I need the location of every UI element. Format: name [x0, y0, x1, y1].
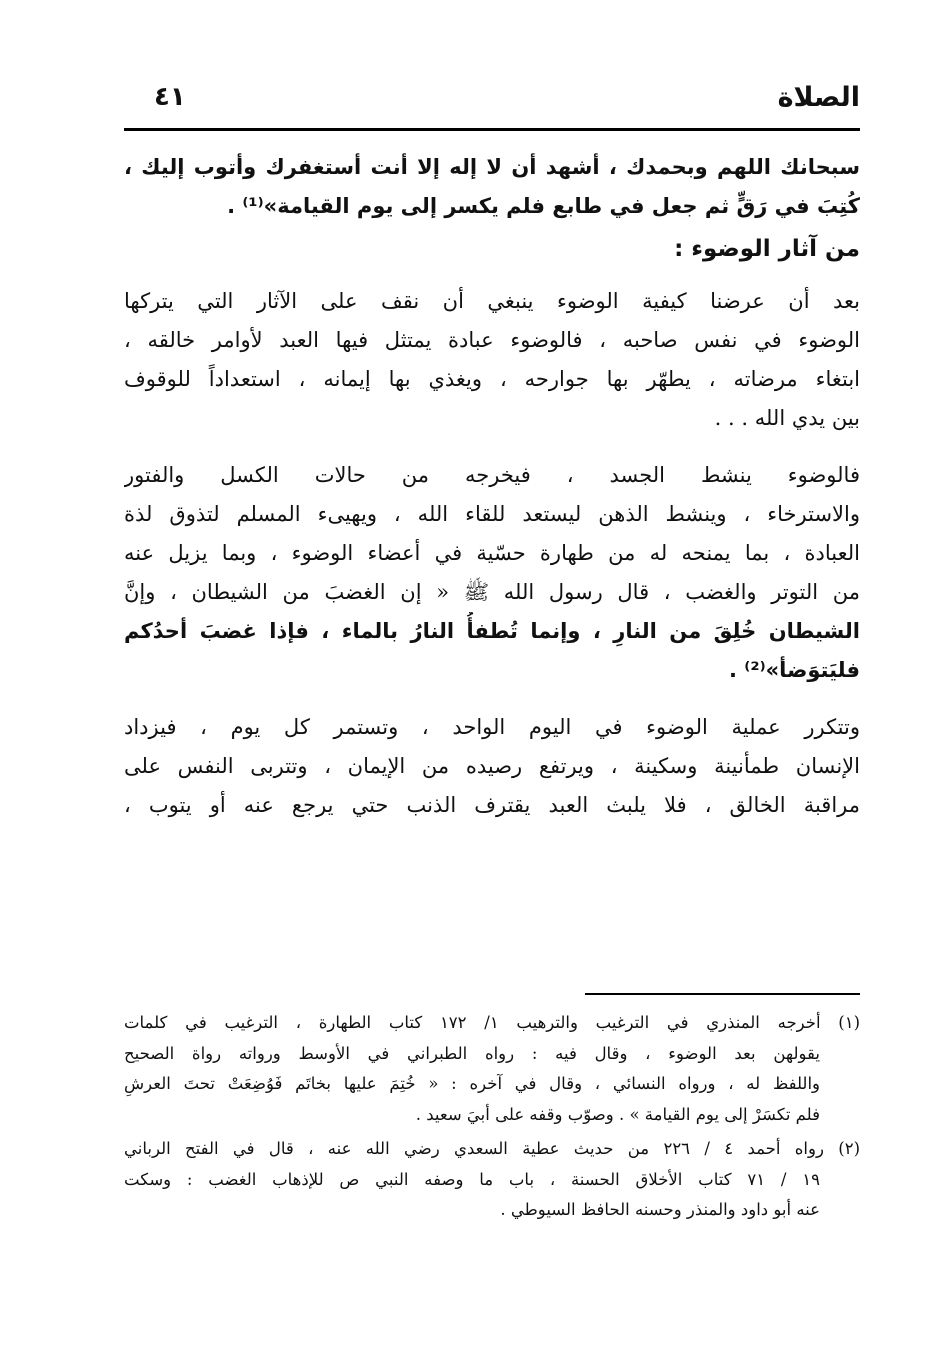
text-line: كُتِبَ في رَقٍّ ثم جعل في طابع فلم يكسر إلى يوم القيامة»⁽¹⁾ .: [227, 194, 860, 218]
text-line: الشيطان خُلِقَ من النارِ ، وإنما تُطفأُ النارُ بالماء ، فإذا غضبَ أحدُكم: [124, 619, 860, 643]
text-line: مراقبة الخالق ، فلا يلبث العبد يقترف الذنب حتي يرجع عنه أو يتوب ،: [124, 793, 860, 817]
footnote-line: (٢) رواه أحمد ٤ / ٢٢٦ من حديث عطية السعدي رضي الله عنه ، قال في الفتح الرباني: [124, 1139, 860, 1158]
text-line: بعد أن عرضنا كيفية الوضوء ينبغي أن نقف على الآثار التي يتركها: [124, 289, 860, 313]
text-line: وتتكرر عملية الوضوء في اليوم الواحد ، وتستمر كل يوم ، فيزداد: [124, 715, 860, 739]
footnotes: [124, 1008, 860, 1226]
paragraph: [124, 456, 860, 690]
text-line: بين يدي الله . . .: [714, 406, 860, 430]
text-line: العبادة ، بما يمنحه له من طهارة حسّية في أعضاء الوضوء ، وبما يزيل عنه: [124, 541, 860, 565]
text-line: الوضوء في نفس صاحبه ، فالوضوء عبادة يمتثل فيها العبد لأوامر خالقه ،: [124, 328, 860, 352]
paragraph: [124, 708, 860, 825]
footnote-line: واللفظ له ، ورواه النسائي ، وقال في آخره : « خُتِمَ عليها بخاتَم فَوُضِعَتْ تحتَ العرشِ: [124, 1074, 820, 1093]
paragraph: [124, 282, 860, 438]
footnote-separator: [585, 993, 860, 995]
hadith-quote-continuation: [124, 148, 860, 226]
section-heading: من آثار الوضوء :: [674, 236, 860, 262]
page-header: [124, 82, 860, 131]
text-line: والاسترخاء ، وينشط الذهن ليستعد للقاء الله ، ويهيىء المسلم لتذوق لذة: [124, 502, 860, 526]
footnote-line: فلم تكسَرْ إلى يوم القيامة » . وصوّب وقفه على أبيَ سعيد .: [415, 1104, 820, 1124]
text-line: سبحانك اللهم وبحمدك ، أشهد أن لا إله إلا أنت أستغفرك وأتوب إليك ،: [124, 155, 860, 179]
text-line: من التوتر والغضب ، قال رسول الله ﷺ « إن الغضبَ من الشيطان ، وإنَّ: [124, 580, 860, 604]
body-text: [124, 148, 860, 825]
footnote-2: [124, 1134, 860, 1226]
text-line: ابتغاء مرضاته ، يطهّر بها جوارحه ، ويغذي بها إيمانه ، استعداداً للوقوف: [124, 367, 860, 391]
page-number: ٤١: [154, 82, 186, 112]
footnote-line: يقولهن بعد الوضوء ، وقال فيه : رواه الطبراني في الأوسط ورواته رواة الصحيح: [124, 1043, 820, 1063]
text-line: الإنسان طمأنينة وسكينة ، ويرتفع رصيده من الإيمان ، وتتربى النفس على: [124, 754, 860, 778]
text-line: فليَتوَضأ»⁽²⁾ .: [729, 658, 860, 682]
text-line: فالوضوء ينشط الجسد ، فيخرجه من حالات الكسل والفتور: [124, 463, 860, 487]
footnote-line: ١٩ / ٧١ كتاب الأخلاق الحسنة ، باب ما وصفه النبي ص للإذهاب الغضب : وسكت: [124, 1169, 820, 1189]
footnote-line: عنه أبو داود والمنذر وحسنه الحافظ السيوطي .: [500, 1200, 820, 1219]
footnote-1: [124, 1008, 860, 1130]
footnote-line: (١) أخرجه المنذري في الترغيب والترهيب ١/ ١٧٢ كتاب الطهارة ، الترغيب في كلمات: [124, 1013, 860, 1032]
running-title: الصلاة: [777, 82, 860, 113]
